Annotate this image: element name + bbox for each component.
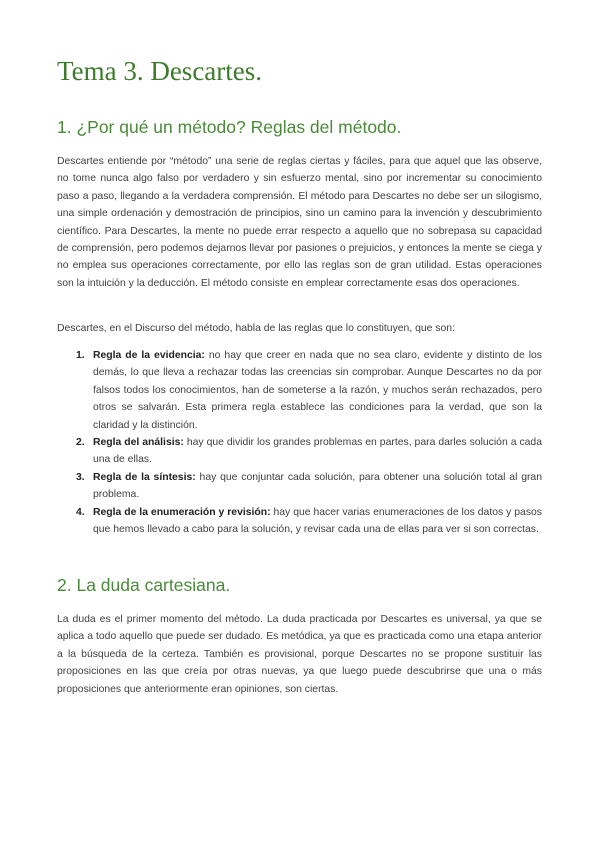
section-1-paragraph-2: Descartes, en el Discurso del método, habla de las reglas que lo constituyen, que son: bbox=[57, 323, 455, 334]
section-1-title: 1. ¿Por qué un método? Reglas del método. bbox=[57, 117, 402, 137]
rule-item-analisis bbox=[57, 434, 542, 469]
rule-text: hay que conjuntar cada solución, para obtener una solución total al gran problema. bbox=[93, 471, 542, 501]
rule-item-sintesis bbox=[57, 469, 542, 504]
rule-text: no hay que creer en nada que no sea claro, evidente y distinto de los demás, lo que lleva a rechazar todas las creencias sin comprobar. Aunque Descartes no da por falsos todos los conocimientos, han de someterse a la razón, y muchos serán rechazados, pero otros se salvarán. Esta primera regla establece las condiciones para la verdad, que son la claridad y la distinción. bbox=[93, 350, 542, 431]
rules-list bbox=[57, 347, 542, 538]
section-1-paragraph-1: Descartes entiende por “método” una serie de reglas ciertas y fáciles, para que aquel que las observe, no tome nunca algo falso por verdadero y sin esfuerzo mental, sino por incrementar su conocimiento paso a paso, llegando a la verdadera comprensión. El método para Descartes no debe ser un silogismo, una simple ordenación y demostración de principios, sino un camino para la invención y descubrimiento científico. Para Descartes, la mente no puede errar respecto a aquello que no sobrepasa su capacidad de comprensión, pero podemos dejarnos llevar por pasiones o prejuicios, y entonces la mente se ciega y no emplea sus operaciones correctamente, por ello las reglas son de gran utilidad. Estas operaciones son la intuición y la deducción. El método consiste en emplear correctamente esas dos operaciones. bbox=[57, 156, 542, 289]
section-2-paragraph-1: La duda es el primer momento del método. La duda practicada por Descartes es universal, ya que se aplica a todo aquello que puede ser dudado. Es metódica, ya que es practicada como una etapa anterior a la búsqueda de la certeza. También es provisional, porque Descartes no se propone sustituir las proposiciones en las que creía por otras nuevas, ya que luego puede descubrirse que una o más proposiciones que anteriormente eran opiniones, son ciertas. bbox=[57, 614, 542, 695]
rule-item-evidencia bbox=[57, 347, 542, 434]
rule-name: Regla de la enumeración y revisión: bbox=[93, 506, 271, 518]
rule-name: Regla del análisis: bbox=[93, 437, 184, 449]
rule-number: 4. bbox=[76, 506, 85, 518]
document-title: Tema 3. Descartes. bbox=[57, 56, 263, 86]
rule-number: 1. bbox=[76, 350, 85, 361]
rule-number: 3. bbox=[76, 471, 85, 483]
rule-name: Regla de la síntesis: bbox=[93, 471, 196, 483]
section-2-title: 2. La duda cartesiana. bbox=[57, 575, 231, 595]
rule-number: 2. bbox=[76, 437, 85, 449]
rule-name: Regla de la evidencia: bbox=[93, 350, 205, 361]
rule-text: hay que dividir los grandes problemas en partes, para darles solución a cada una de ellas. bbox=[93, 437, 542, 466]
rule-item-enumeracion bbox=[57, 504, 542, 539]
rule-text: hay que hacer varias enumeraciones de los datos y pasos que hemos llevado a cabo para la solución, y revisar cada una de ellas para ver si son correctas. bbox=[93, 506, 542, 536]
